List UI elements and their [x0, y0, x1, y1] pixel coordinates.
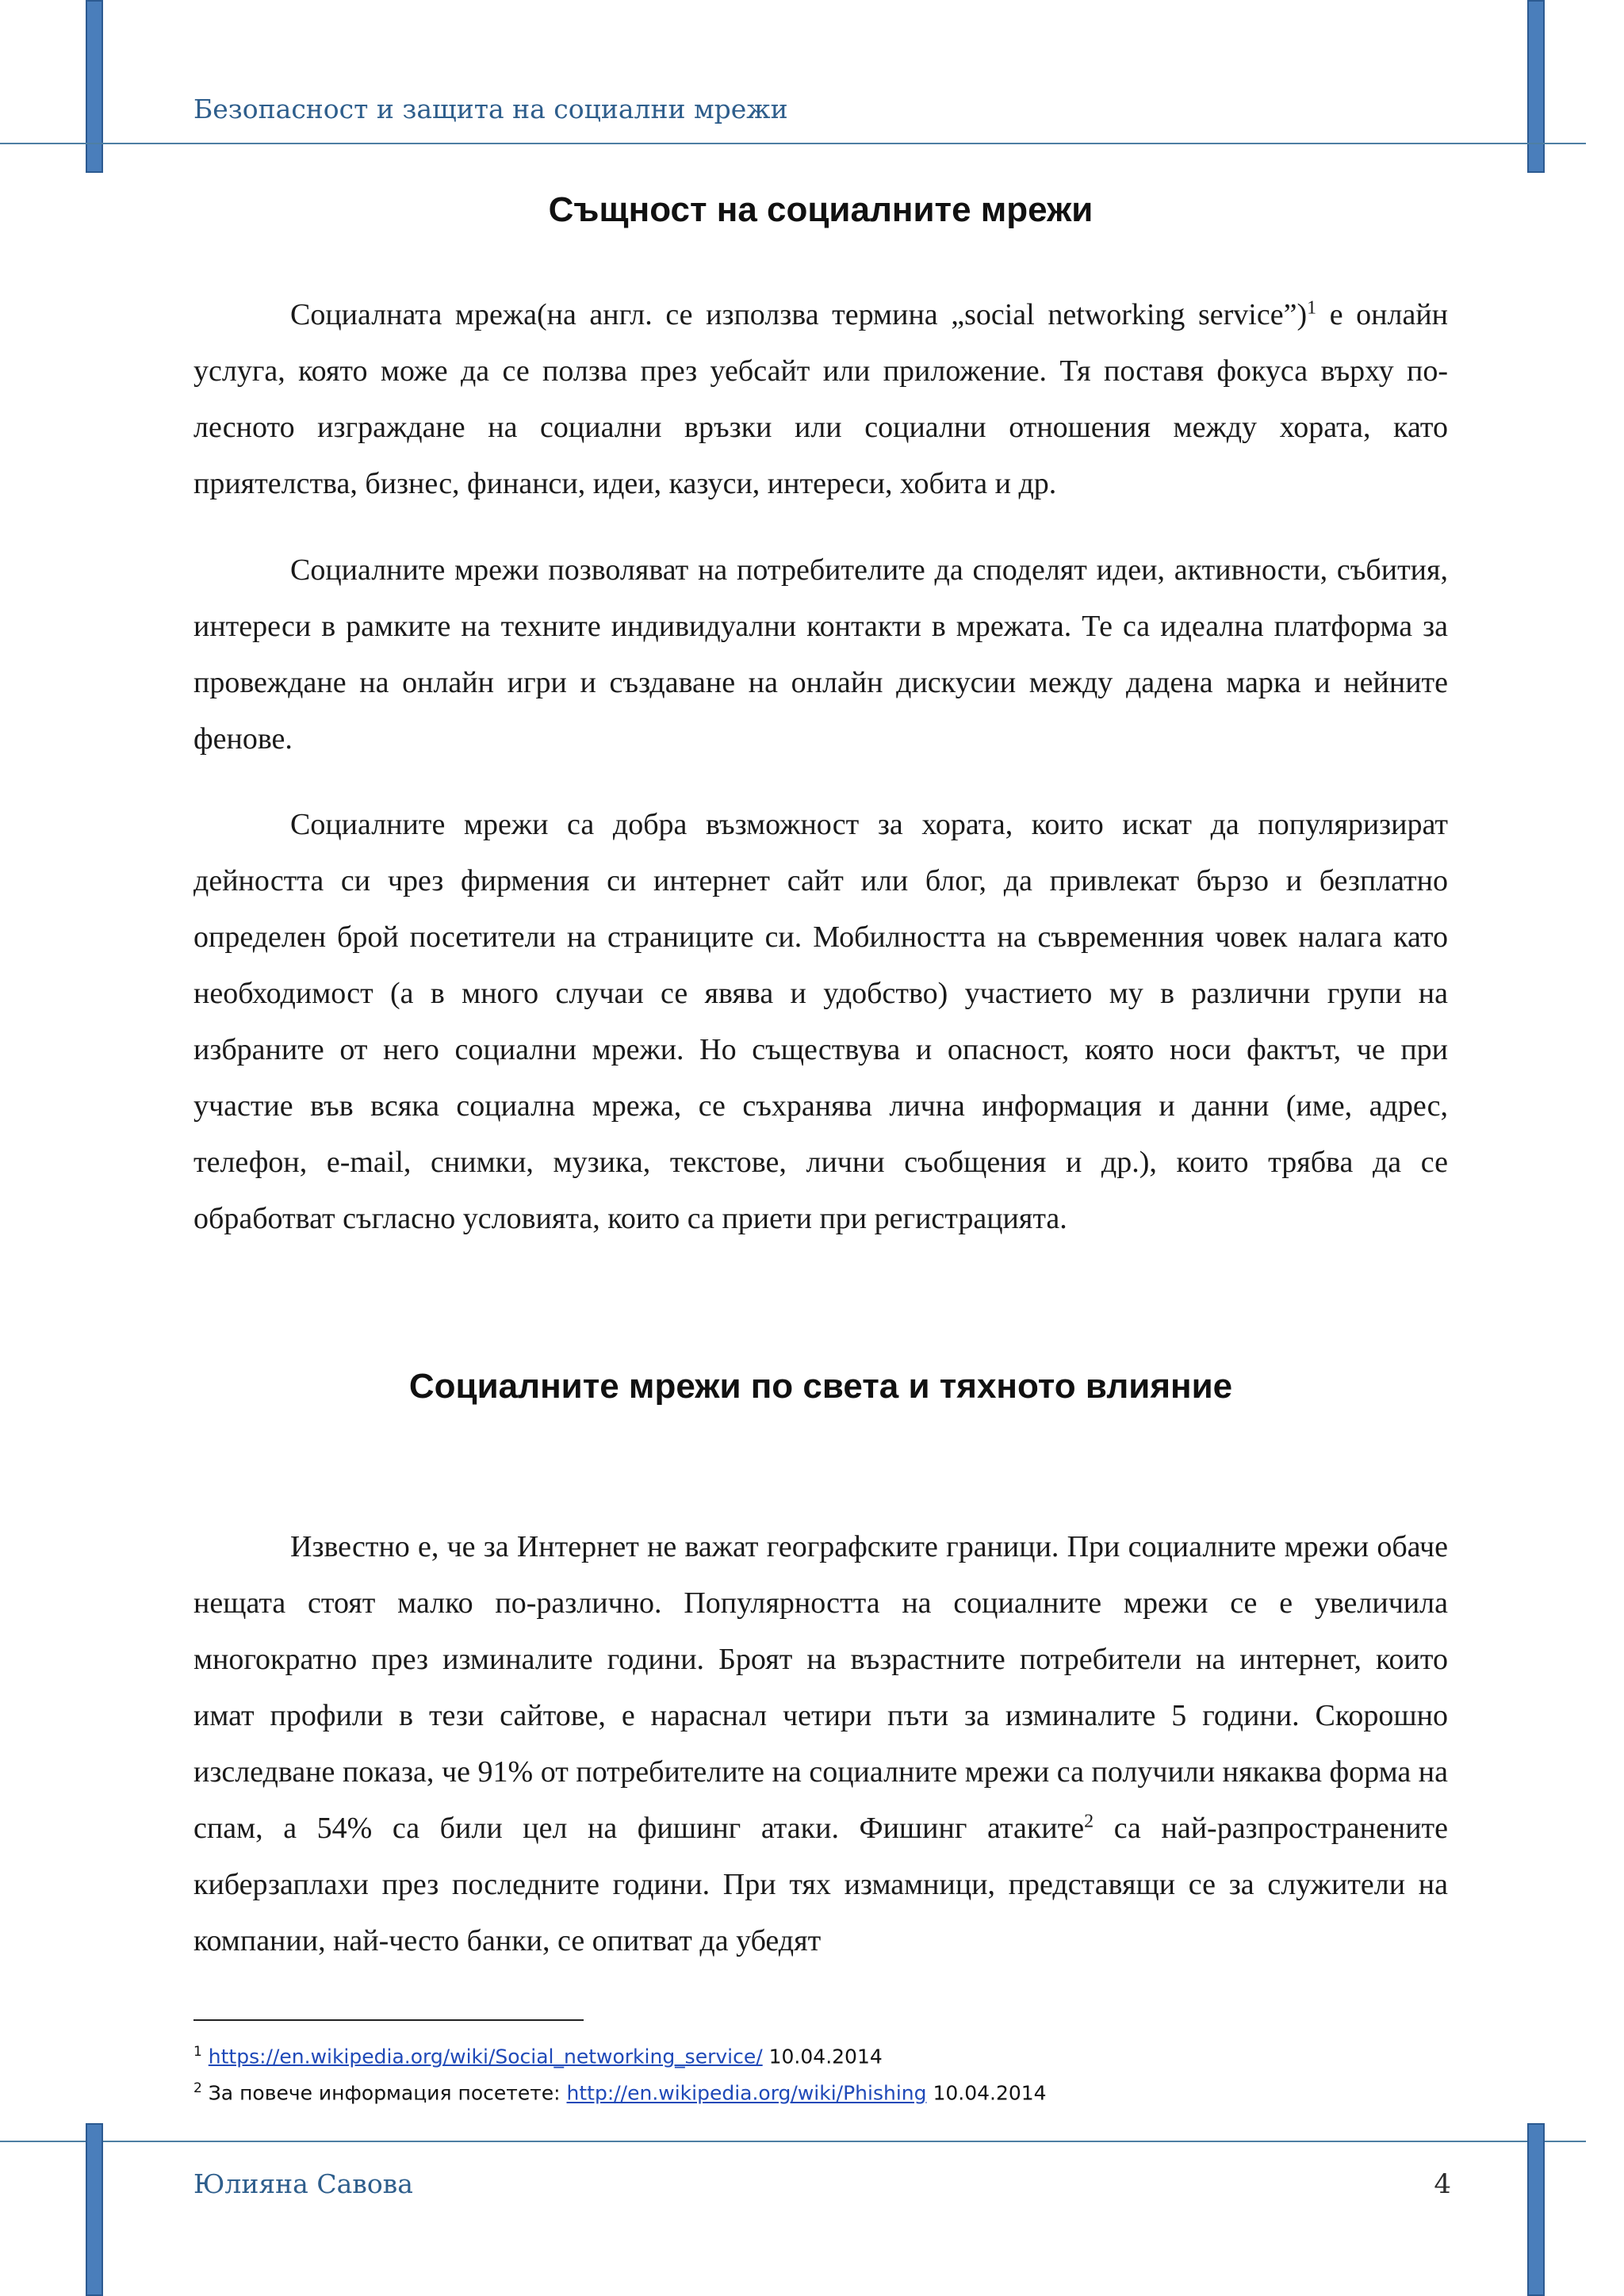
- footnote-separator: [193, 2019, 584, 2021]
- running-header-title: Безопасност и защита на социални мрежи: [193, 94, 788, 124]
- paragraph-text: Известно е, че за Интернет не важат географските граници. При социалните мрежи обаче нещата стоят малко по-различно. Популярността на социалните мрежи се е увеличила многократно през изминалите години. Броят на възрастните потребители на интернет, които имат профили в тези сайтове, е нараснал четири пъти за изминалите 5 години. Скорошно изследване показа, че 91% от потребителите на социалните мрежи са получили някаква форма на спам, а 54% са били цел на фишинг атаки. Фишинг атаките: [193, 1530, 1448, 1845]
- footnote-mark: 1: [193, 2044, 202, 2060]
- header-right-accent-bar: [1527, 0, 1545, 173]
- footnote-prefix: За повече информация посетете:: [208, 2081, 567, 2105]
- footnote-link-wikipedia-phishing[interactable]: http://en.wikipedia.org/wiki/Phishing: [566, 2081, 927, 2105]
- footnote-1: [193, 2036, 1448, 2072]
- footer-author: Юлияна Савова: [193, 2168, 413, 2199]
- paragraph-text: е онлайн услуга, която може да се ползва през уебсайт или приложение. Тя поставя фокуса върху по-лесното изграждане на социални връзки или социални отношения между хората, като приятелства, бизнес, финанси, идеи, казуси, интереси, хобита и др.: [193, 298, 1449, 500]
- footer-left-accent-bar: [86, 2123, 103, 2296]
- paragraph-text: са най-разпространените киберзаплахи през последните години. При тях измамници, представящи се за служители на компании, най-често банки, се опитват да убедят: [193, 1812, 1448, 1957]
- paragraph-text: Социалната мрежа(на англ. се използва термина „social networking service”): [290, 298, 1308, 331]
- paragraph-internet-borders: [193, 1519, 1448, 1969]
- footnote-mark: 2: [193, 2080, 202, 2097]
- paragraph-definition: [193, 287, 1448, 512]
- section-heading-world-influence: Социалните мрежи по света и тяхното влияние: [408, 1367, 1233, 1406]
- footer-rule: [0, 2141, 1586, 2142]
- paragraph-text: Социалните мрежи са добра възможност за хората, които искат да популяризират дейността си чрез фирмения си интернет сайт или блог, да привлекат бързо и безплатно определен брой посетители на страниците си. Мобилността на съвременния човек налага като необходимост (а в много случаи се явява и удобство) участието му в различни групи на избраните от него социални мрежи. Но съществува и опасност, която носи фактът, че при участие във всяка социална мрежа, се съхранява лична информация и данни (име, адрес, телефон, e-mail, снимки, музика, текстове, лични съобщения и др.), които трябва да се обработват съгласно условията, които са приети при регистрацията.: [193, 808, 1448, 1235]
- footnote-date: 10.04.2014: [933, 2081, 1047, 2105]
- footnote-date: 10.04.2014: [768, 2045, 883, 2068]
- section-heading-essence: Същност на социалните мрежи: [548, 190, 1094, 229]
- footnote-link-wikipedia-social-networking[interactable]: https://en.wikipedia.org/wiki/Social_networking_service/: [208, 2045, 763, 2068]
- footnote-2: [193, 2072, 1448, 2109]
- header-left-accent-bar: [86, 0, 103, 173]
- footnote-ref-1[interactable]: 1: [1307, 297, 1317, 319]
- footnotes: [193, 2036, 1448, 2110]
- paragraph-sharing: [193, 542, 1448, 767]
- page-number: 4: [1434, 2168, 1451, 2200]
- paragraph-text: Социалните мрежи позволяват на потребителите да споделят идеи, активности, събития, интереси в рамките на техните индивидуални контакти в мрежата. Те са идеална платформа за провеждане на онлайн игри и създаване на онлайн дискусии между дадена марка и нейните фенове.: [193, 553, 1448, 756]
- footer-right-accent-bar: [1527, 2123, 1545, 2296]
- header-rule: [0, 143, 1586, 144]
- paragraph-opportunities: [193, 797, 1448, 1247]
- footnote-ref-2[interactable]: 2: [1084, 1811, 1094, 1832]
